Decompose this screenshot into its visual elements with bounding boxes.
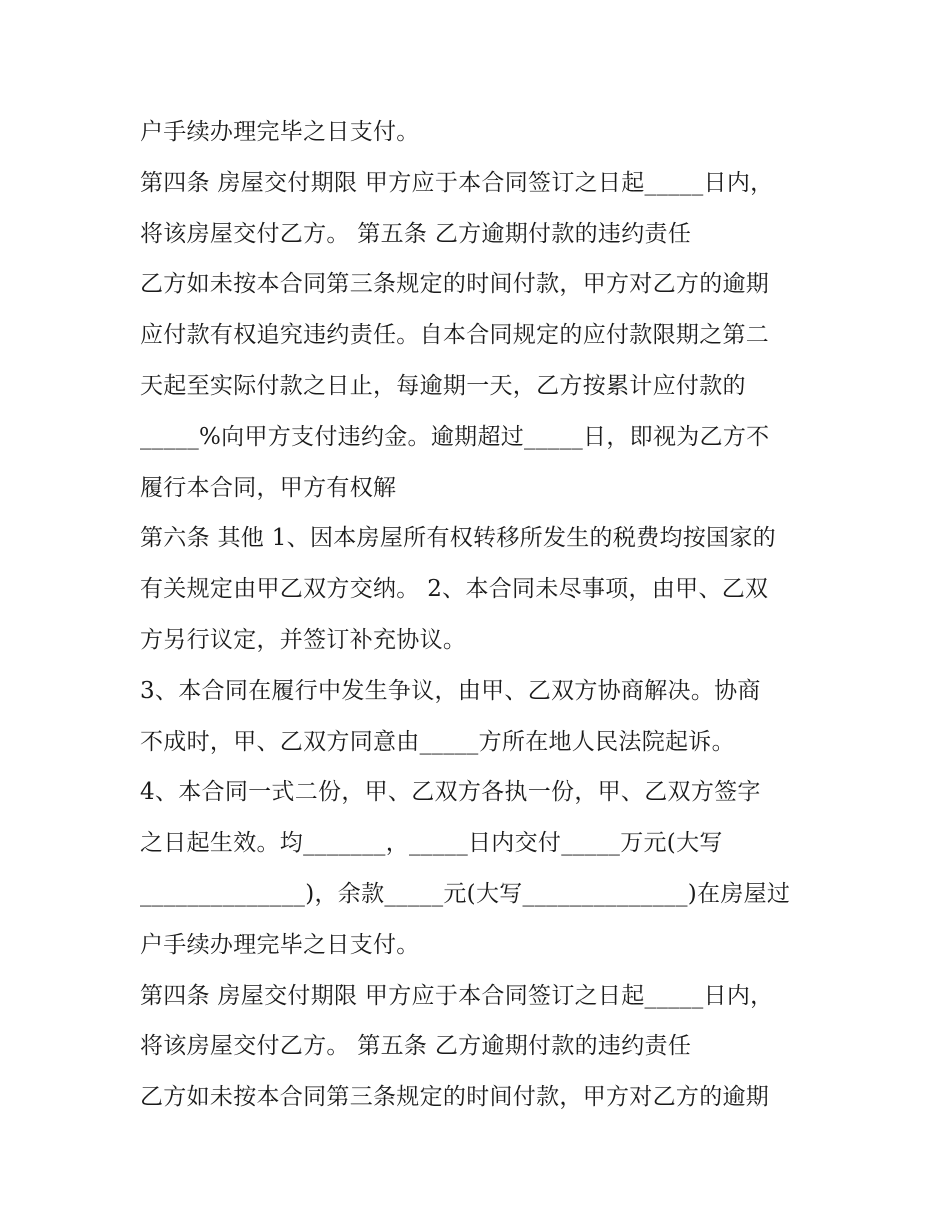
text-line: 第六条 其他 1、因本房屋所有权转移所发生的税费均按国家的: [140, 525, 776, 552]
text-line: 3、本合同在履行中发生争议，由甲、乙双方协商解决。协商: [140, 677, 761, 704]
text-line: 不成时，甲、乙双方同意由_____方所在地人民法院起诉。: [140, 728, 735, 755]
text-line: 乙方如未按本合同第三条规定的时间付款，甲方对乙方的逾期: [140, 1084, 770, 1111]
text-line: 第四条 房屋交付期限 甲方应于本合同签订之日起_____日内，: [140, 982, 774, 1009]
text-line: 天起至实际付款之日止，每逾期一天，乙方按累计应付款的: [140, 372, 746, 399]
text-line: _____%向甲方支付违约金。逾期超过_____日，即视为乙方不: [140, 423, 770, 450]
text-line: 履行本合同，甲方有权解: [140, 474, 397, 501]
text-line: 之日起生效。均_______，_____日内交付_____万元(大写: [140, 830, 723, 857]
contract-text: [140, 107, 830, 1123]
text-line: 将该房屋交付乙方。 第五条 乙方逾期付款的违约责任: [140, 220, 692, 247]
text-line: 将该房屋交付乙方。 第五条 乙方逾期付款的违约责任: [140, 1033, 692, 1060]
text-line: 户手续办理完毕之日支付。: [140, 119, 420, 145]
text-line: 方另行议定，并签订补充协议。: [140, 626, 467, 653]
text-line: 第四条 房屋交付期限 甲方应于本合同签订之日起_____日内，: [140, 169, 774, 196]
text-line: 户手续办理完毕之日支付。: [140, 931, 420, 958]
text-line: 应付款有权追究违约责任。自本合同规定的应付款限期之第二: [140, 322, 770, 349]
text-line: 4、本合同一式二份，甲、乙双方各执一份，甲、乙双方签字: [140, 779, 761, 806]
text-line: 有关规定由甲乙双方交纳。 2、本合同未尽事项，由甲、乙双: [140, 576, 769, 603]
text-line: 乙方如未按本合同第三条规定的时间付款，甲方对乙方的逾期: [140, 271, 770, 298]
text-line: ______________)，余款_____元(大写______________)在房屋过: [140, 880, 791, 907]
